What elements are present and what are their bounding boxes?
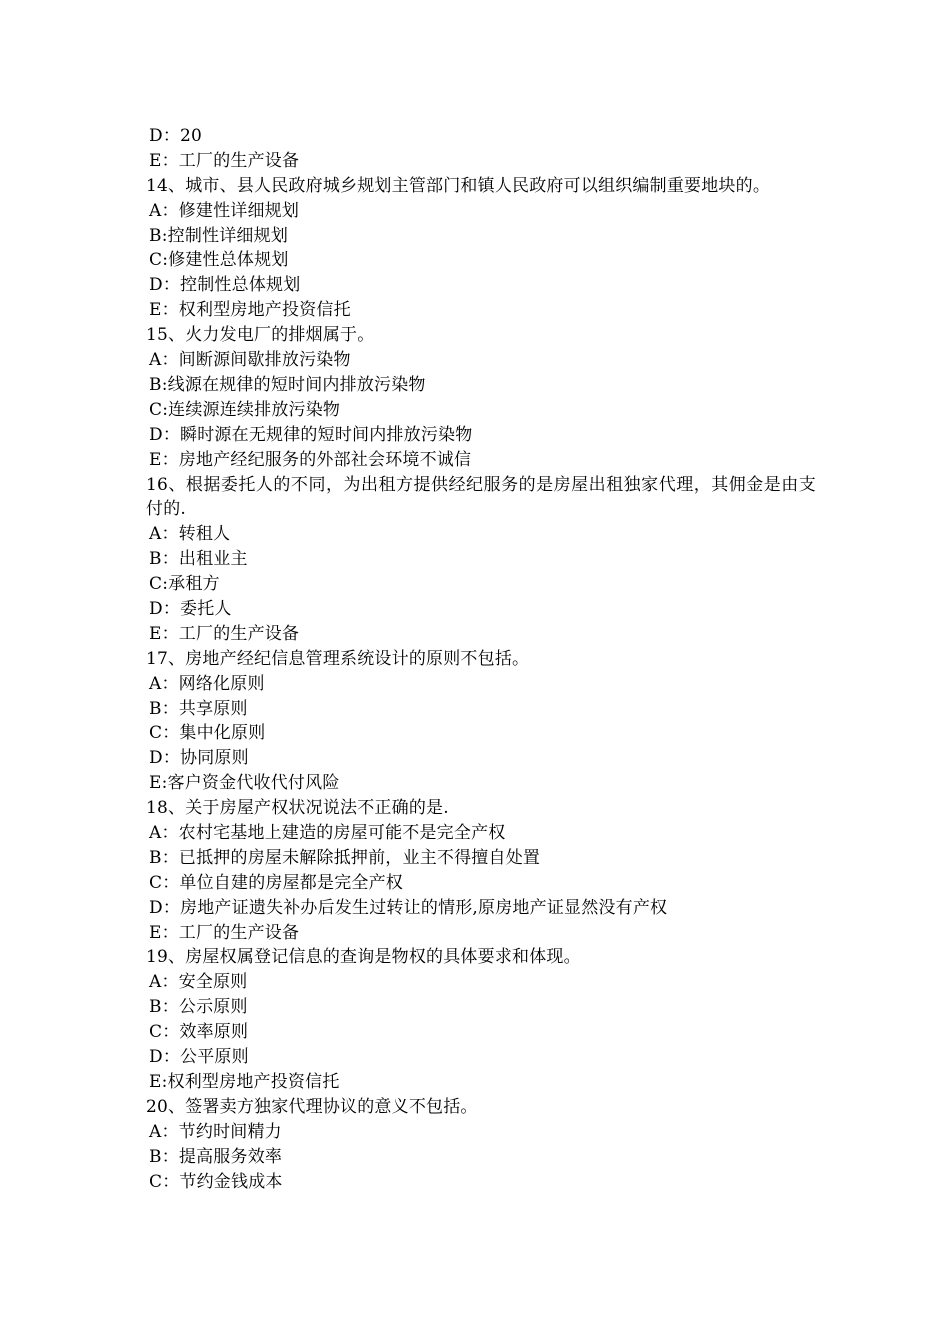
document-body — [146, 124, 816, 1194]
option-text: A：农村宅基地上建造的房屋可能不是完全产权 — [149, 823, 506, 844]
option-text: A：安全原则 — [149, 972, 248, 993]
option-text: D：20 — [149, 126, 203, 146]
option-text: D：瞬时源在无规律的短时间内排放污染物 — [149, 424, 473, 445]
option-text: D：房地产证遗失补办后发生过转让的情形,原房地产证显然没有产权 — [149, 897, 668, 918]
option-text: C：效率原则 — [149, 1022, 249, 1043]
option-text: C:连续源连续排放污染物 — [149, 399, 341, 420]
question-text: 19、房屋权属登记信息的查询是物权的具体要求和体现。 — [146, 947, 581, 968]
option-text: D：公平原则 — [149, 1047, 249, 1068]
option-text: D：委托人 — [149, 598, 232, 619]
option-text: B：已抵押的房屋未解除抵押前，业主不得擅自处置 — [149, 847, 541, 868]
option-text: C：单位自建的房屋都是完全产权 — [149, 872, 404, 893]
option-text: C：节约金钱成本 — [149, 1171, 283, 1192]
option-text: E:权利型房地产投资信托 — [149, 1071, 340, 1092]
option-text: B：提高服务效率 — [149, 1146, 283, 1167]
option-text: C:修建性总体规划 — [149, 250, 289, 271]
option-text: E：工厂的生产设备 — [149, 623, 300, 644]
option-text: E：房地产经纪服务的外部社会环境不诚信 — [149, 449, 472, 470]
option-text: A：转租人 — [149, 524, 231, 545]
question-text: 16、根据委托人的不同，为出租方提供经纪服务的是房屋出租独家代理，其佣金是由支付的. — [146, 474, 816, 520]
option-text: B：公示原则 — [149, 997, 248, 1018]
option-text: A：间断源间歇排放污染物 — [149, 350, 351, 371]
option-text: A：网络化原则 — [149, 673, 265, 694]
question-text: 17、房地产经纪信息管理系统设计的原则不包括。 — [146, 648, 530, 669]
option-text: B:控制性详细规划 — [149, 225, 289, 246]
option-text: E：权利型房地产投资信托 — [149, 300, 351, 321]
option-text: B:线源在规律的短时间内排放污染物 — [149, 374, 426, 395]
option-text: E：工厂的生产设备 — [149, 150, 300, 171]
option-text: A：修建性详细规划 — [149, 200, 300, 221]
option-text: A：节约时间精力 — [149, 1121, 282, 1142]
option-text: D：协同原则 — [149, 748, 249, 769]
option-text: D：控制性总体规划 — [149, 275, 301, 296]
question-text: 20、签署卖方独家代理协议的意义不包括。 — [146, 1096, 478, 1117]
option-text: E:客户资金代收代付风险 — [149, 773, 340, 794]
option-text: E：工厂的生产设备 — [149, 922, 300, 943]
option-text: C:承租方 — [149, 574, 220, 595]
question-text: 14、城市、县人民政府城乡规划主管部门和镇人民政府可以组织编制重要地块的。 — [146, 175, 771, 196]
option-text: B：出租业主 — [149, 549, 248, 570]
option-text: B：共享原则 — [149, 698, 248, 719]
question-text: 15、火力发电厂的排烟属于。 — [146, 325, 375, 346]
question-text: 18、关于房屋产权状况说法不正确的是. — [146, 798, 449, 819]
option-text: C：集中化原则 — [149, 723, 266, 744]
